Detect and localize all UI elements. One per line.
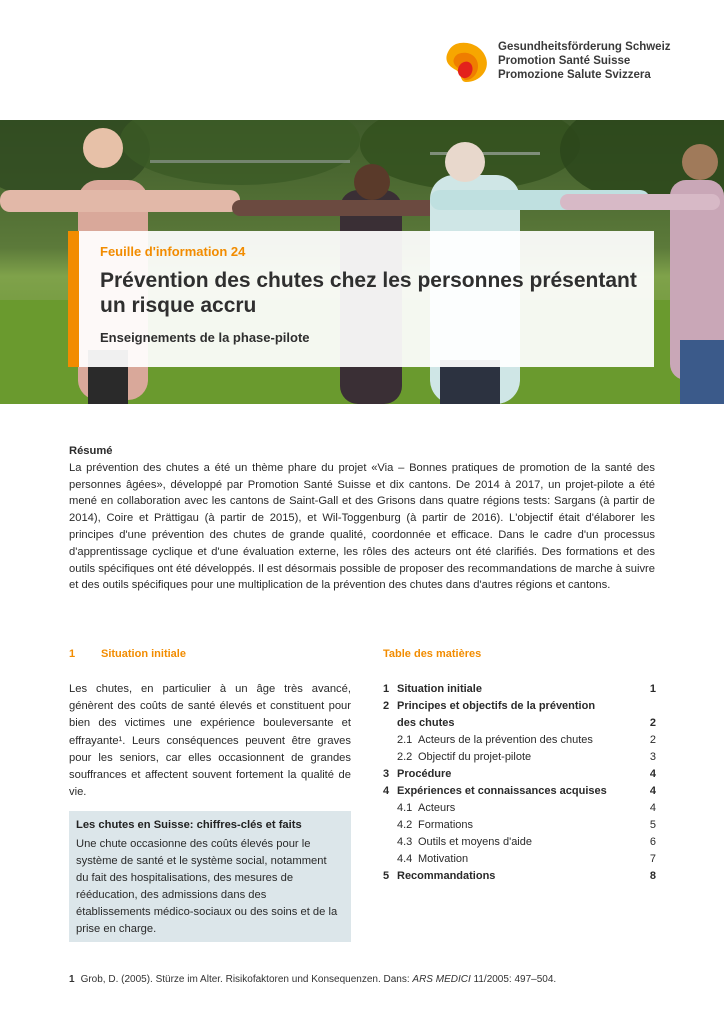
footnote bbox=[69, 974, 556, 985]
toc-item-number: 4.3 bbox=[397, 836, 413, 848]
toc-item-page: 5 bbox=[649, 819, 656, 831]
footnote-journal: ARS MEDICI bbox=[412, 974, 471, 985]
logo-line-it: Promozione Salute Svizzera bbox=[498, 69, 651, 81]
logo-line-de: Gesundheitsförderung Schweiz bbox=[498, 41, 671, 53]
logo-line-fr: Promotion Santé Suisse bbox=[498, 55, 631, 67]
toc-item bbox=[383, 868, 656, 885]
section-1-heading bbox=[69, 648, 186, 660]
toc-item-number: 2.1 bbox=[397, 734, 413, 746]
document-title: Prévention des chutes chez les personnes présentant un risque accru bbox=[100, 269, 637, 317]
toc-item-number: 4.2 bbox=[397, 819, 413, 831]
toc-item-page: 4 bbox=[649, 768, 656, 780]
toc-item bbox=[383, 783, 656, 800]
facts-box bbox=[69, 811, 351, 942]
toc-item-label: Acteurs de la prévention des chutes bbox=[418, 734, 593, 746]
toc-item-label: Motivation bbox=[418, 853, 469, 865]
footnote-text-before: Grob, D. (2005). Stürze im Alter. Risikofaktoren und Konsequenzen. Dans: bbox=[80, 974, 413, 985]
toc-item bbox=[383, 749, 656, 766]
toc-item-number: 3 bbox=[383, 768, 390, 780]
footnote-text-after: 11/2005: 497–504. bbox=[470, 974, 557, 985]
toc-item-label: Outils et moyens d'aide bbox=[418, 836, 532, 848]
toc-item-page: 6 bbox=[649, 836, 656, 848]
facts-text: Une chute occasionne des coûts élevés pour le système de santé et le système social, notamment du fait des hospitalisations, des mesures de rééducation, des admissions dans des établissements médico-sociaux ou des soins et de la prise en charge. bbox=[76, 838, 338, 935]
title-box bbox=[68, 231, 654, 367]
toc-item-label: Principes et objectifs de la prévention bbox=[397, 700, 596, 712]
toc-item-label: des chutes bbox=[397, 717, 455, 729]
logo bbox=[442, 38, 682, 88]
toc-item-number: 2.2 bbox=[397, 751, 413, 763]
table-of-contents bbox=[383, 681, 656, 885]
toc-item-label: Formations bbox=[418, 819, 474, 831]
toc-item-page: 2 bbox=[649, 734, 656, 746]
toc-item-number: 4 bbox=[383, 785, 390, 797]
toc-item-label: Situation initiale bbox=[397, 683, 482, 695]
logo-mark-icon bbox=[442, 40, 490, 84]
section-title: Situation initiale bbox=[101, 648, 186, 660]
toc-item bbox=[383, 681, 656, 698]
toc-item bbox=[383, 766, 656, 783]
toc-heading: Table des matières bbox=[383, 648, 482, 660]
toc-item-page: 3 bbox=[649, 751, 656, 763]
toc-item bbox=[383, 698, 656, 715]
toc-item-label: Procédure bbox=[397, 768, 452, 780]
toc-item bbox=[383, 715, 656, 732]
toc-item-page: 4 bbox=[649, 785, 656, 797]
toc-item-number: 5 bbox=[383, 870, 390, 882]
title-accent-bar bbox=[68, 231, 79, 367]
toc-item-label: Objectif du projet-pilote bbox=[418, 751, 532, 763]
toc-item-number: 4.1 bbox=[397, 802, 413, 814]
toc-item-page: 8 bbox=[649, 870, 656, 882]
document-subtitle: Enseignements de la phase-pilote bbox=[100, 330, 310, 345]
toc-item-label: Expériences et connaissances acquises bbox=[397, 785, 607, 797]
section-number: 1 bbox=[69, 648, 76, 660]
toc-item bbox=[383, 732, 656, 749]
section-1-body: Les chutes, en particulier à un âge très avancé, génèrent des coûts de santé élevés et constituent pour bien des victimes une expérience bouleversante et effrayante¹. Leurs conséquences peuvent être graves pour les seniors, car elles occasionnent de grandes souffrances et affectent souvent fortement la qualité de vie. bbox=[69, 683, 351, 799]
toc-item-page: 2 bbox=[649, 717, 656, 729]
toc-item-page: 4 bbox=[649, 802, 656, 814]
summary-heading: Résumé bbox=[69, 445, 113, 457]
toc-item bbox=[383, 834, 656, 851]
toc-item-number: 4.4 bbox=[397, 853, 413, 865]
toc-item-number: 1 bbox=[383, 683, 390, 695]
logo-text bbox=[498, 40, 671, 82]
summary-text: La prévention des chutes a été un thème phare du projet «Via – Bonnes pratiques de promotion de la santé des personnes âgées», développé par Promotion Santé Suisse et dix cantons. De 2014 à 2017, un projet-pilote a été mené en collaboration avec les cantons de Saint-Gall et des Grisons dans quatre régions tests: Sargans (à partir de 2014), Coire et Prättigau (à partir de 2015), et Wil-Toggenburg (à partir de 2016). L'objectif était d'élaborer les principes d'une prévention des chutes de grande qualité, coordonnée et efficace. Dans le cadre d'un processus d'apprentissage cyclique et d'une évaluation externe, les rôles des acteurs ont été clarifiés. Des formations et des outils spécifiques ont été développés. Il est désormais possible de proposer des recommandations de marche à suivre et des outils spécifiques pour une multiplication de la prévention des chutes dans d'autres régions et cantons. bbox=[69, 461, 655, 592]
toc-item bbox=[383, 817, 656, 834]
toc-item bbox=[383, 800, 656, 817]
toc-item-label: Recommandations bbox=[397, 870, 496, 882]
document-kicker: Feuille d'information 24 bbox=[100, 244, 246, 259]
toc-item-page: 7 bbox=[649, 853, 656, 865]
toc-item-number: 2 bbox=[383, 700, 390, 712]
facts-title: Les chutes en Suisse: chiffres-clés et faits bbox=[76, 819, 302, 831]
toc-item-label: Acteurs bbox=[418, 802, 456, 814]
toc-item-page: 1 bbox=[649, 683, 656, 695]
toc-item bbox=[383, 851, 656, 868]
summary-section bbox=[69, 443, 655, 594]
footnote-number: 1 bbox=[69, 974, 75, 985]
